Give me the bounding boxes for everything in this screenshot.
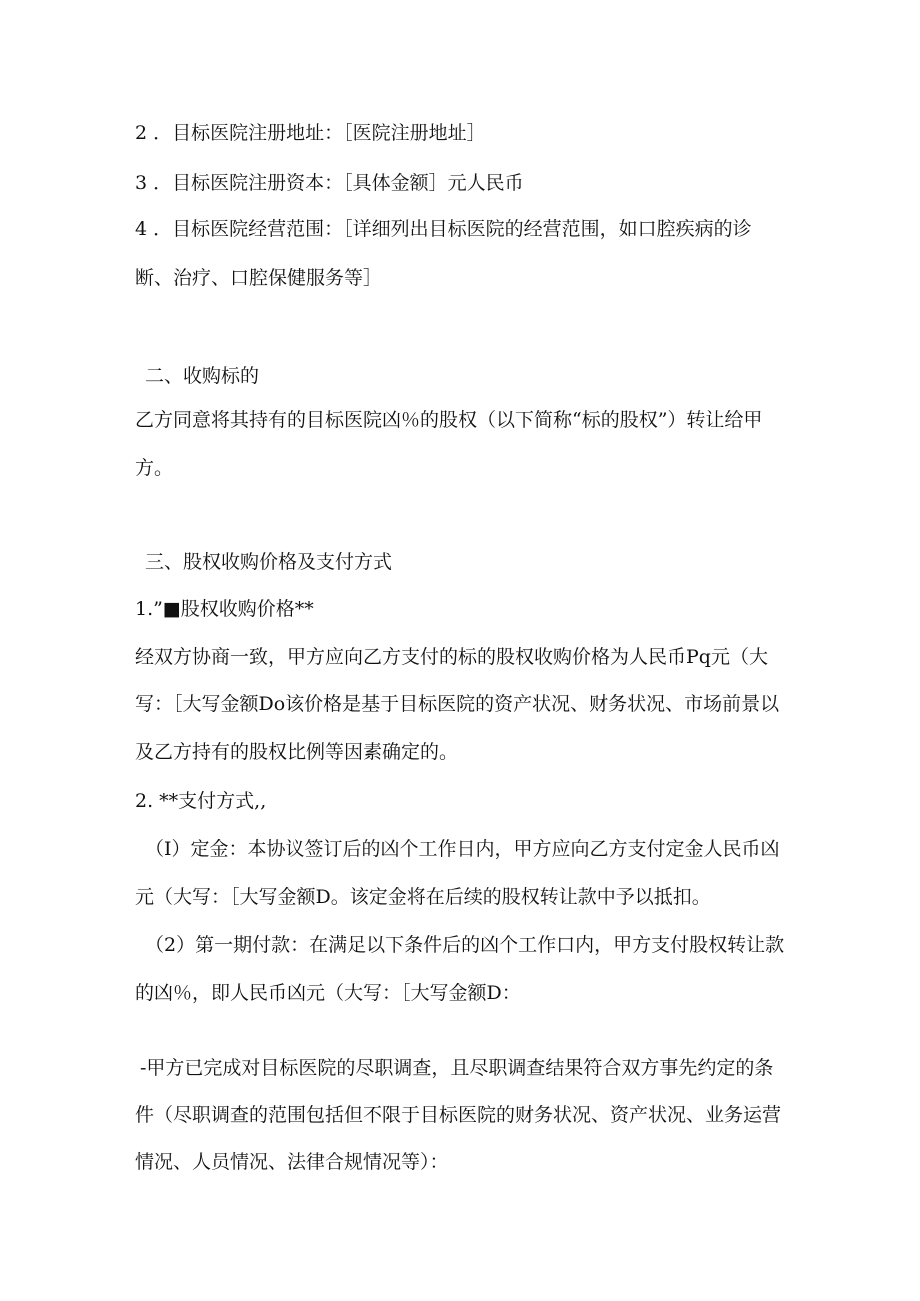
condition-due-diligence-cont-2: 情况、人员情况、法律合规情况等）： (135, 1151, 449, 1173)
paragraph-price-3: 及乙方持有的股权比例等因素确定的。 (135, 741, 459, 763)
subheading-payment-method: 2. **支付方式,, (135, 790, 267, 812)
clause-business-scope-cont: 断、治疗、口腔保健服务等］ (135, 267, 383, 289)
paragraph-target-equity-cont: 方。 (135, 457, 174, 479)
paragraph-price-1: 经双方协商一致，甲方应向乙方支付的标的股权收购价格为人民币Pq元（大 (135, 646, 768, 668)
condition-due-diligence-cont-1: 件（尽职调查的范围包括但不限于目标医院的财务状况、资产状况、业务运营 (135, 1104, 782, 1126)
paragraph-target-equity: 乙方同意将其持有的目标医院凶％的股权（以下简称“标的股权”）转让给甲 (135, 409, 763, 431)
clause-registered-address: 2 ．目标医院注册地址：［医院注册地址］ (135, 122, 486, 144)
item-deposit-cont: 元（大写：［大写金额D。该定金将在后续的股权转让款中予以抵扣。 (135, 886, 711, 908)
section-heading-acquisition-target: 二、收购标的 (145, 365, 260, 387)
item-deposit: （I）定金：本协议签订后的凶个工作日内，甲方应向乙方支付定金人民币凶 (145, 838, 780, 860)
clause-registered-capital: 3 ．目标医院注册资本：［具体金额］元人民币 (135, 172, 524, 194)
condition-due-diligence: -甲方已完成对目标医院的尽职调查，且尽职调查结果符合双方事先约定的条 (140, 1057, 774, 1079)
clause-business-scope: 4 ．目标医院经营范围：［详细列出目标医院的经营范围，如口腔疾病的诊 (135, 218, 752, 240)
item-first-payment-cont: 的凶％，即人民币凶元（大写：［大写金额D： (135, 982, 521, 1004)
item-first-payment: （2）第一期付款：在满足以下条件后的凶个工作口内，甲方支付股权转让款 (145, 934, 785, 956)
paragraph-price-2: 写：［大写金额Do该价格是基于目标医院的资产状况、财务状况、市场前景以 (135, 693, 780, 715)
section-heading-price-payment: 三、股权收购价格及支付方式 (145, 551, 393, 573)
subheading-purchase-price: 1.”■股权收购价格** (135, 598, 314, 620)
